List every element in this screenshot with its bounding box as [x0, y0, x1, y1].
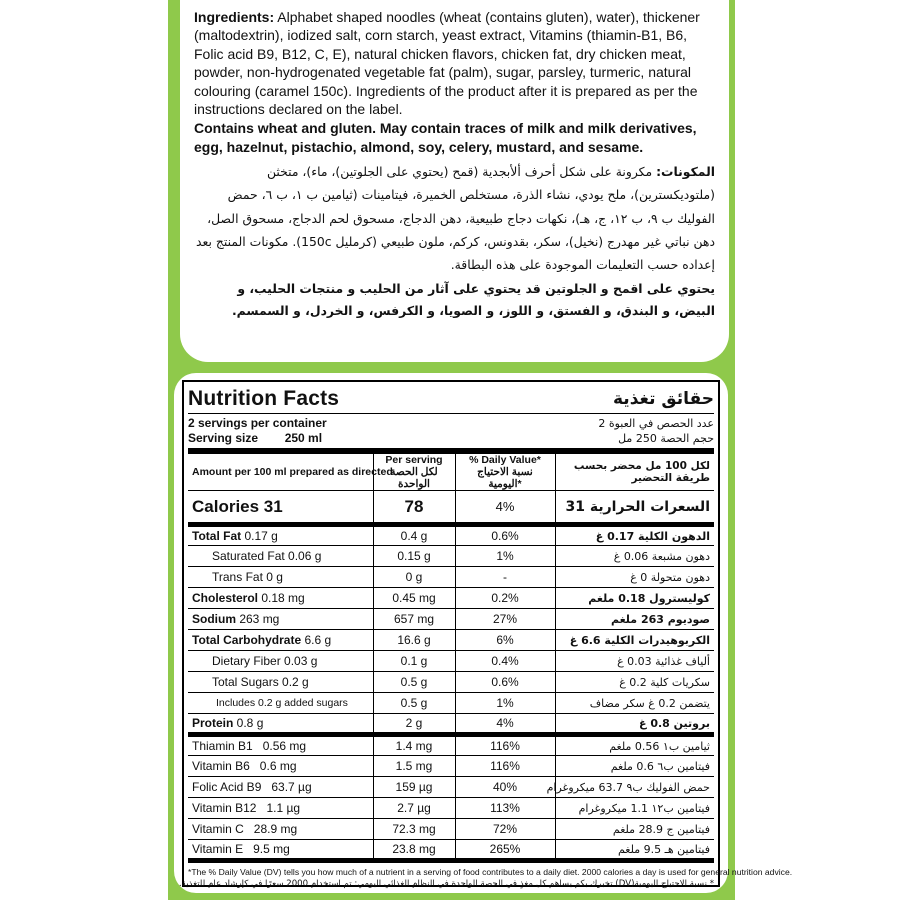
nutrient-amount: Trans Fat 0 g	[212, 570, 283, 584]
nutrition-table	[188, 454, 714, 863]
daily-value-footnote-en: *The % Daily Value (DV) tells you how much of a nutrient in a serving of food contributes to a daily diet. 2000 calories a day is used for general nutrition advice.	[188, 867, 793, 877]
nutrient-name-en	[188, 714, 373, 735]
nutrient-label: Total Fat	[192, 529, 242, 543]
nutrient-daily-value: 1%	[455, 546, 555, 567]
nutrient-per-serving: 657 mg	[373, 609, 455, 630]
nutrient-name-ar: فيتامين ب٦ 0.6 ملغم	[555, 756, 714, 777]
nutrient-daily-value: -	[455, 567, 555, 588]
table-row	[188, 714, 714, 735]
nutrient-name-en	[188, 588, 373, 609]
nutrient-amount: 6.6 g	[301, 633, 332, 647]
nutrient-name-en	[188, 609, 373, 630]
nutrient-per-serving: 0 g	[373, 567, 455, 588]
nutrient-amount: Includes 0.2 g added sugars	[216, 697, 348, 709]
nutrient-name-ar: فيتامين ج 28.9 ملغم	[555, 819, 714, 840]
nutrition-facts-box	[178, 380, 793, 889]
ingredients-text-en: Alphabet shaped noodles (wheat (contains gluten), water), thickener (maltodextrin), iodized salt, corn starch, yeast extract, Vitamins (thiamin-B1, B6, Folic acid B9, B12, C, E), natural chicken flavors, chicken fat, dry chicken meat, powder, non-hydrogenated vegetable fat (palm), sugar, parsley, turmeric, natural colouring (caramel 150c). Ingredients of the product after it is prepared as per the instructions declared on the label.	[194, 9, 700, 118]
nutrient-per-serving: 0.15 g	[373, 546, 455, 567]
header-amount: Amount per 100 ml prepared as directed	[188, 454, 373, 491]
servings-per-container-en: 2 servings per container	[188, 416, 327, 430]
nutrient-name-ar: يتضمن 0.2 غ سكر مضاف	[555, 693, 714, 714]
nutrient-per-serving: 0.1 g	[373, 651, 455, 672]
nutrient-daily-value: 0.6%	[455, 525, 555, 546]
nutrition-title-ar: حقائق تغذية	[613, 388, 714, 409]
nutrient-name-ar: بروتين 0.8 غ	[555, 714, 714, 735]
table-row	[188, 693, 714, 714]
calories-per-serving: 78	[373, 491, 455, 525]
table-row	[188, 630, 714, 651]
nutrient-per-serving: 2.7 µg	[373, 798, 455, 819]
nutrient-per-serving: 23.8 mg	[373, 840, 455, 861]
serving-info	[188, 414, 714, 454]
nutrient-name-en	[188, 819, 373, 840]
ingredients-ar	[194, 160, 715, 276]
nutrient-amount: Vitamin B6 0.6 mg	[192, 759, 297, 773]
nutrient-daily-value: 0.2%	[455, 588, 555, 609]
nutrient-per-serving: 159 µg	[373, 777, 455, 798]
nutrient-daily-value: 27%	[455, 609, 555, 630]
nutrient-daily-value: 116%	[455, 756, 555, 777]
nutrient-daily-value: 1%	[455, 693, 555, 714]
table-row	[188, 798, 714, 819]
nutrient-daily-value: 72%	[455, 819, 555, 840]
calories-en: Calories 31	[188, 491, 373, 525]
serving-size-value: 250 ml	[284, 431, 323, 445]
table-header-row	[188, 454, 714, 491]
nutrient-per-serving: 0.5 g	[373, 672, 455, 693]
nutrient-amount: Thiamin B1 0.56 mg	[192, 739, 307, 753]
nutrient-daily-value: 4%	[455, 714, 555, 735]
nutrient-name-ar: سكريات كلية 0.2 غ	[555, 672, 714, 693]
nutrient-daily-value: 40%	[455, 777, 555, 798]
nutrient-daily-value: 113%	[455, 798, 555, 819]
nutrition-title-en: Nutrition Facts	[188, 386, 340, 410]
nutrient-amount: Total Sugars 0.2 g	[212, 675, 309, 689]
nutrient-per-serving: 72.3 mg	[373, 819, 455, 840]
nutrition-panel	[174, 373, 793, 893]
nutrient-amount: 0.17 g	[241, 529, 278, 543]
nutrient-amount: Vitamin C 28.9 mg	[192, 822, 298, 836]
nutrient-per-serving: 0.45 mg	[373, 588, 455, 609]
nutrition-header	[188, 384, 714, 414]
table-row	[188, 777, 714, 798]
nutrient-per-serving: 1.5 mg	[373, 756, 455, 777]
nutrient-name-en	[188, 630, 373, 651]
nutrient-daily-value: 0.6%	[455, 672, 555, 693]
nutrient-per-serving: 2 g	[373, 714, 455, 735]
nutrient-name-ar: الدهون الكلية 0.17 غ	[555, 525, 714, 546]
nutrient-amount: Vitamin B12 1.1 µg	[192, 801, 301, 815]
calories-row	[188, 491, 714, 525]
ingredients-label-ar: المكونات:	[656, 164, 715, 180]
table-row	[188, 756, 714, 777]
nutrient-name-ar: ثيامين ب١ 0.56 ملغم	[555, 735, 714, 756]
ingredients-text-ar: مكرونة على شكل أحرف ألأبجدية (قمح (يحتوي على الجلوتين)، ماء)، متخثن (ملتوديكسترين)، ملح يودي، نشاء الذرة، مستخلص الخميرة، فيتامينات (ثيامين ب ١، ب ٦، حمض الفوليك ب ٩، ب ١٢، ج، هـ)، نكهات دجاج طبيعية، دهن الدجاج، مسحوق لحم الدجاج، مسحوق الصل، دهن نباتي غير مهدرج (نخيل)، سكر، بقدونس، كركم، ملون طبيعي (كرمليل 150c). مكونات المنتج بعد إعداده حسب التعليمات الموجودة على هذه البطاقة.	[195, 164, 715, 273]
servings-per-container-ar: عدد الحصص في العبوة 2	[598, 417, 714, 430]
nutrient-label: Sodium	[192, 612, 236, 626]
table-row	[188, 651, 714, 672]
header-per-serving: Per serving لكل الحصة الواحدة	[373, 454, 455, 491]
nutrient-per-serving: 0.4 g	[373, 525, 455, 546]
nutrient-name-en	[188, 777, 373, 798]
table-row	[188, 546, 714, 567]
nutrient-name-ar: حمض الفوليك ب٩ 63.7 ميكروغرام	[555, 777, 714, 798]
table-row	[188, 609, 714, 630]
nutrient-amount: 0.18 mg	[258, 591, 305, 605]
table-row	[188, 735, 714, 756]
ingredients-label-en: Ingredients:	[194, 9, 275, 25]
nutrient-name-en	[188, 567, 373, 588]
nutrient-name-en	[188, 840, 373, 861]
nutrient-amount: Saturated Fat 0.06 g	[212, 549, 322, 563]
table-row	[188, 567, 714, 588]
calories-ar: السعرات الحرارية 31	[555, 491, 714, 525]
nutrient-per-serving: 0.5 g	[373, 693, 455, 714]
nutrient-amount: 263 mg	[236, 612, 280, 626]
table-row	[188, 525, 714, 546]
nutrient-amount: Vitamin E 9.5 mg	[192, 842, 290, 856]
table-row	[188, 819, 714, 840]
serving-size-ar: حجم الحصة 250 مل	[618, 432, 714, 445]
nutrient-label: Total Carbohydrate	[192, 633, 302, 647]
nutrient-daily-value: 6%	[455, 630, 555, 651]
nutrient-name-en	[188, 546, 373, 567]
nutrient-name-ar: فيتامين هـ 9.5 ملغم	[555, 840, 714, 861]
nutrient-name-ar: كوليسترول 0.18 ملغم	[555, 588, 714, 609]
ingredients-panel	[180, 0, 729, 362]
nutrient-amount: 0.8 g	[233, 716, 264, 730]
nutrient-name-en	[188, 672, 373, 693]
ingredients-en	[194, 8, 715, 118]
nutrient-daily-value: 0.4%	[455, 651, 555, 672]
nutrient-name-ar: فيتامين ب١٢ 1.1 ميكروغرام	[555, 798, 714, 819]
serving-size-label: Serving size	[188, 431, 259, 445]
allergens-ar: يحتوي على اقمح و الجلوتين قد يحتوي على آثار من الحليب و منتجات الحليب، و البيض، و البندق، و الفستق، و اللوز، و الصويا، و الكرفس، و الخردل، و السمسم.	[231, 281, 715, 319]
nutrient-amount: Dietary Fiber 0.03 g	[212, 654, 318, 668]
calories-dv: 4%	[455, 491, 555, 525]
nutrient-amount: Folic Acid B9 63.7 µg	[192, 780, 312, 794]
table-row	[188, 840, 714, 861]
nutrient-name-en	[188, 693, 373, 714]
nutrient-name-ar: ألياف غذائية 0.03 غ	[555, 651, 714, 672]
daily-value-footnote-ar: * نسبة الاحتياج اليومية(DV) تخبرك بكم يساهم كل مغذٍ في الحصة الواحدة في النظام الغذائي اليومي: تم استخدام 2000 سعرًا في كإرشاد عام للتغذية.	[178, 879, 714, 889]
nutrient-name-en	[188, 525, 373, 546]
nutrient-daily-value: 116%	[455, 735, 555, 756]
nutrient-per-serving: 16.6 g	[373, 630, 455, 651]
nutrient-name-ar: صوديوم 263 ملغم	[555, 609, 714, 630]
allergens-en: Contains wheat and gluten. May contain traces of milk and milk derivatives, egg, hazelnut, pistachio, almond, soy, celery, mustard, and sesame.	[194, 120, 697, 155]
nutrient-name-ar: الكربوهيدرات الكلية 6.6 غ	[555, 630, 714, 651]
nutrient-name-en	[188, 798, 373, 819]
nutrient-name-en	[188, 756, 373, 777]
nutrient-daily-value: 265%	[455, 840, 555, 861]
nutrient-label: Cholesterol	[192, 591, 259, 605]
table-row	[188, 672, 714, 693]
header-daily-value: % Daily Value* نسبة الاحتياج اليومية*	[455, 454, 555, 491]
serving-size-en	[188, 431, 322, 446]
nutrient-name-ar: دهون متحولة 0 غ	[555, 567, 714, 588]
header-amount-ar: لكل 100 مل محضر بحسب طريقة التحضير	[555, 454, 714, 491]
nutrient-per-serving: 1.4 mg	[373, 735, 455, 756]
nutrient-name-en	[188, 651, 373, 672]
nutrient-label: Protein	[192, 716, 234, 730]
nutrient-name-en	[188, 735, 373, 756]
nutrient-name-ar: دهون مشبعة 0.06 غ	[555, 546, 714, 567]
table-row	[188, 588, 714, 609]
